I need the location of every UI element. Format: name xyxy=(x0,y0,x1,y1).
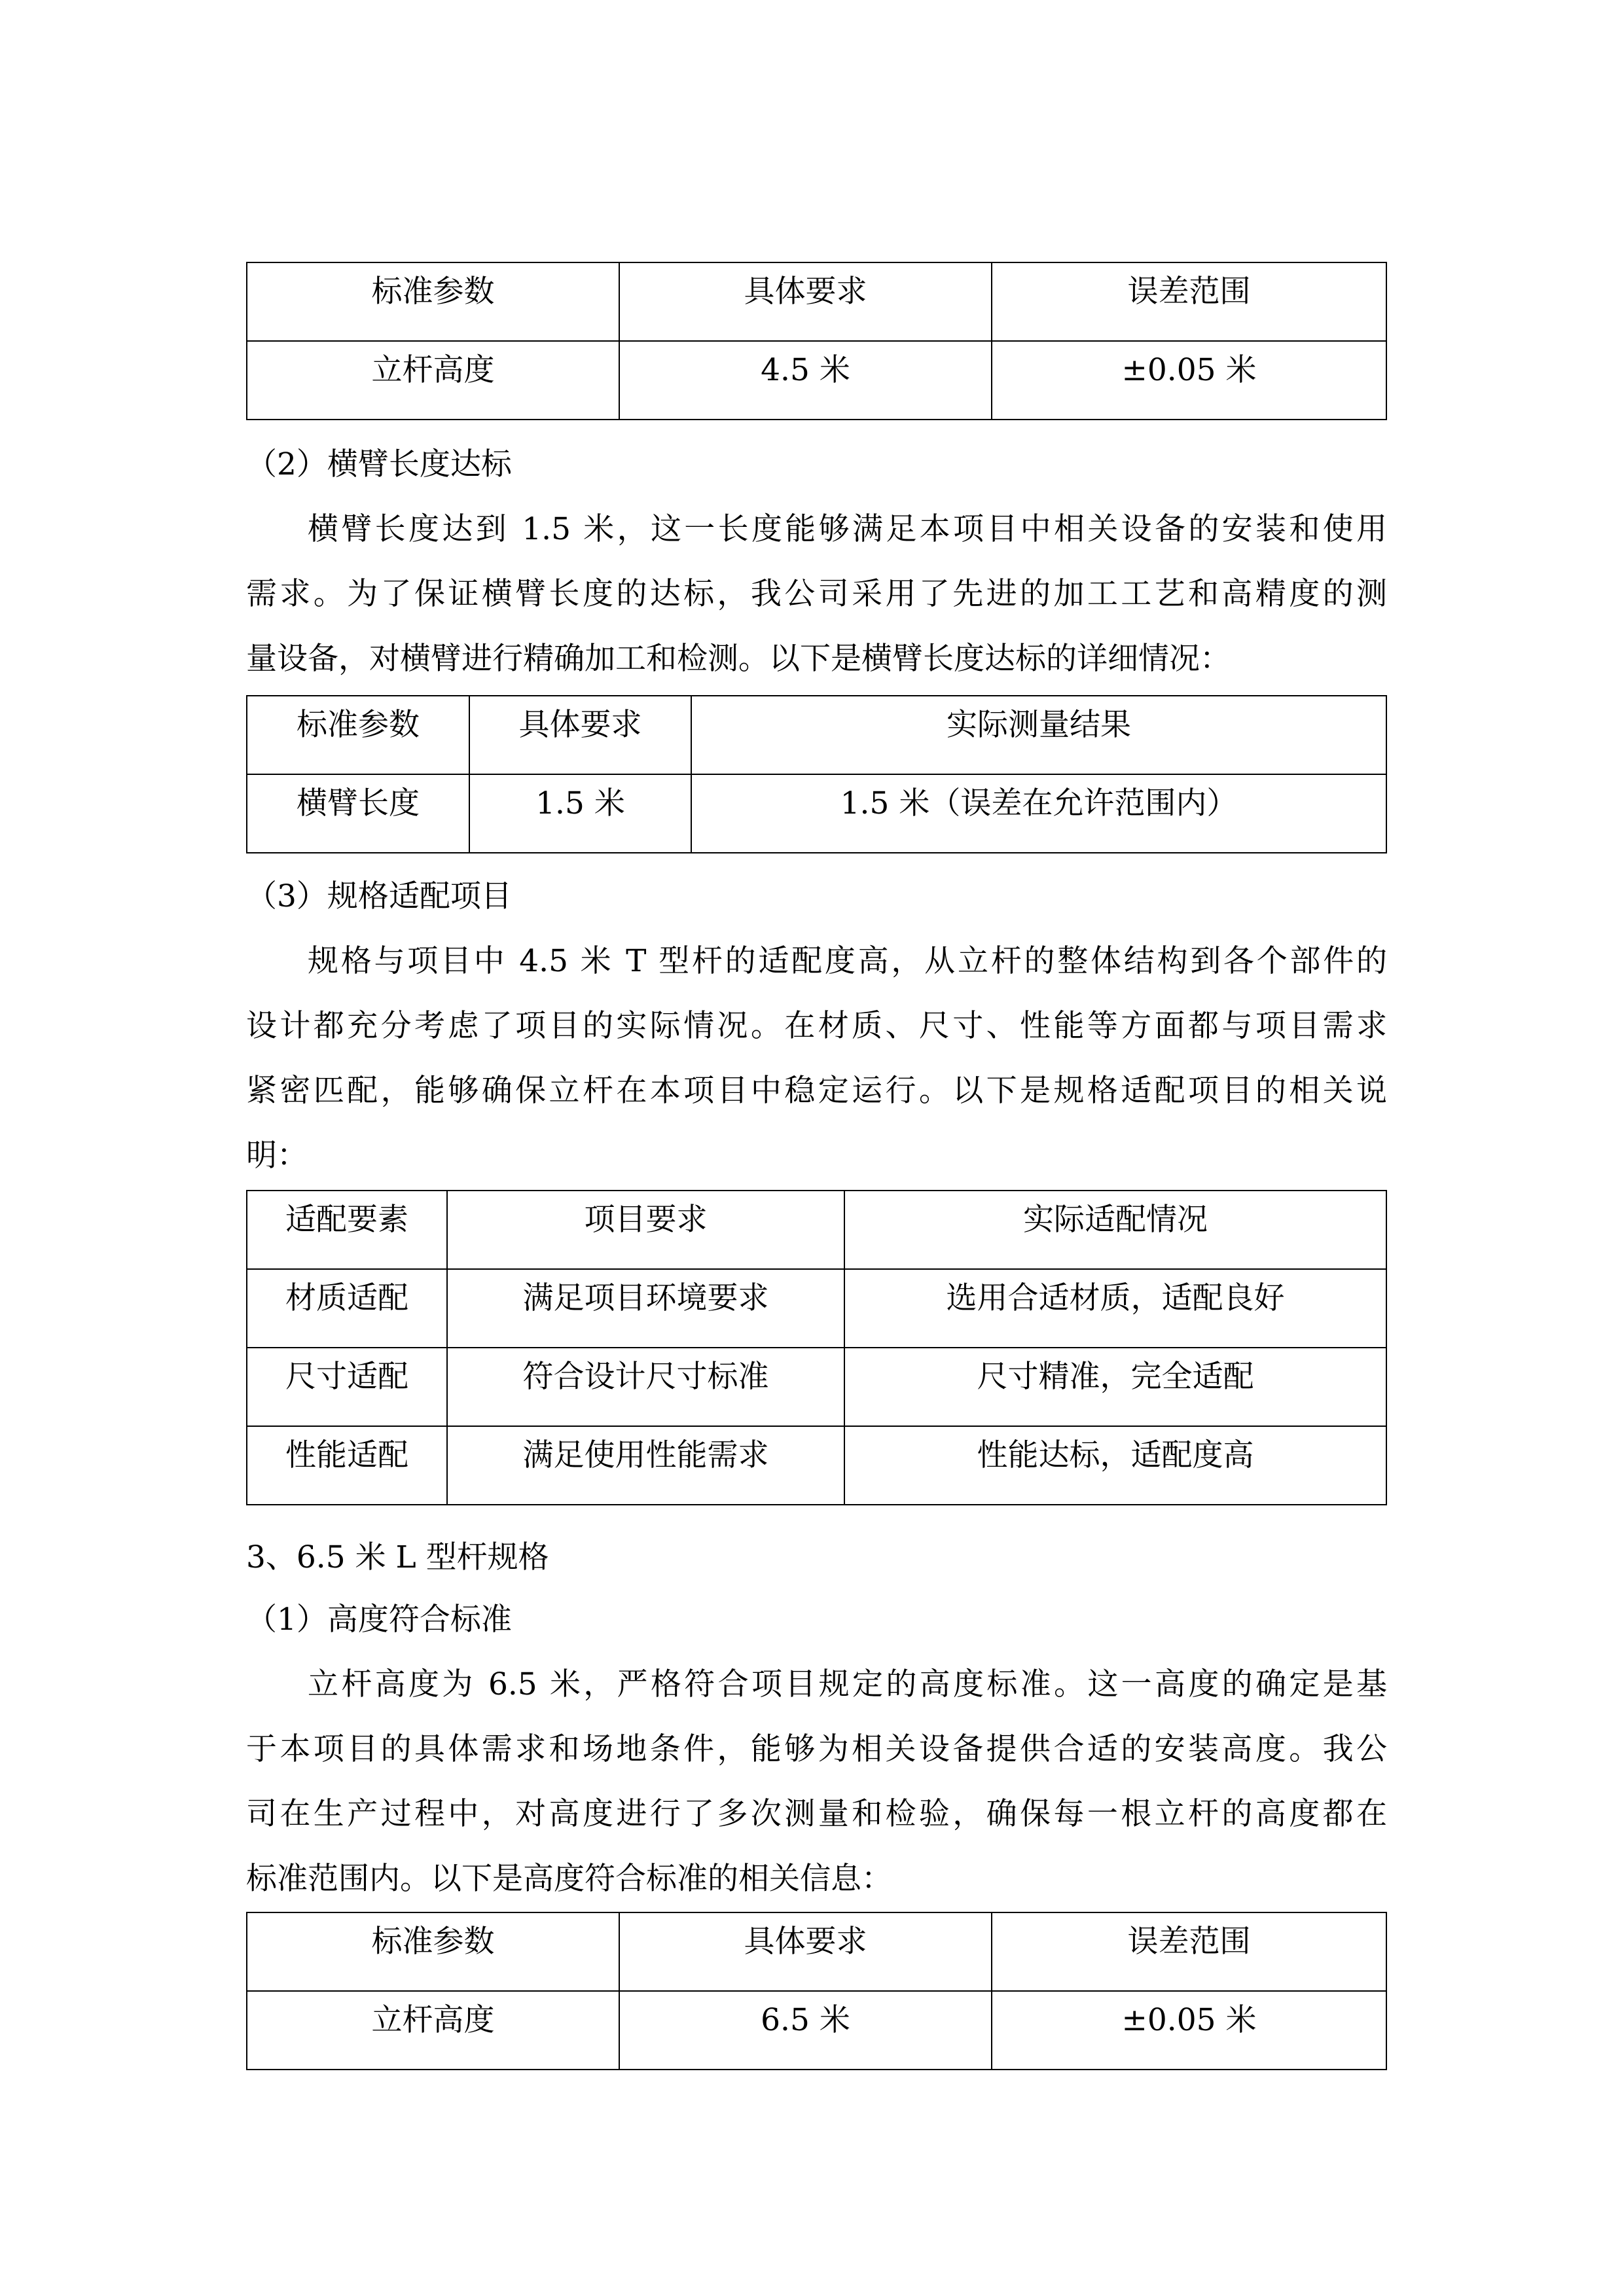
table-header-cell: 实际测量结果 xyxy=(691,696,1386,774)
table-header-cell: 误差范围 xyxy=(992,262,1386,341)
table-header-cell: 标准参数 xyxy=(247,696,469,774)
section-heading: （2）横臂长度达标 xyxy=(246,446,512,482)
table-cell: 立杆高度 xyxy=(247,1991,619,2070)
table-cell: 性能适配 xyxy=(247,1426,447,1505)
table-pole-height-6-5m xyxy=(246,1912,1387,2070)
table-row xyxy=(247,1991,1386,2070)
table-cell: ±0.05 米 xyxy=(992,341,1386,420)
table-pole-height-4-5m xyxy=(246,262,1387,420)
paragraph-line: 立杆高度为 6.5 米，严格符合项目规定的高度标准。这一高度的确定是基 xyxy=(308,1666,1387,1702)
table-header-row xyxy=(247,262,1386,341)
table-header-row xyxy=(247,1912,1386,1991)
table-header-cell: 项目要求 xyxy=(447,1191,844,1269)
table-row xyxy=(247,1269,1386,1348)
paragraph-line: 明： xyxy=(246,1138,308,1174)
section-crossarm-length xyxy=(246,432,1387,691)
table-cell: 横臂长度 xyxy=(247,774,469,853)
table-cell: 立杆高度 xyxy=(247,341,619,420)
section-heading: （1）高度符合标准 xyxy=(246,1602,512,1638)
table-header-row xyxy=(247,696,1386,774)
section-heading: （3）规格适配项目 xyxy=(246,878,512,914)
section-l-pole-spec xyxy=(246,1525,1387,1911)
paragraph-line: 需求。为了保证横臂长度的达标，我公司采用了先进的加工工艺和高精度的测 xyxy=(246,576,1387,612)
table-cell: 尺寸精准，完全适配 xyxy=(844,1348,1386,1426)
table-header-cell: 实际适配情况 xyxy=(844,1191,1386,1269)
table-cell: 6.5 米 xyxy=(619,1991,992,2070)
paragraph-line: 紧密匹配，能够确保立杆在本项目中稳定运行。以下是规格适配项目的相关说 xyxy=(246,1073,1387,1109)
table-cell: 材质适配 xyxy=(247,1269,447,1348)
table-header-row xyxy=(247,1191,1386,1269)
table-cell: 选用合适材质，适配良好 xyxy=(844,1269,1386,1348)
section-spec-adaptation xyxy=(246,864,1387,1188)
paragraph-line: 司在生产过程中，对高度进行了多次测量和检验，确保每一根立杆的高度都在 xyxy=(246,1796,1387,1832)
paragraph-line: 横臂长度达到 1.5 米，这一长度能够满足本项目中相关设备的安装和使用 xyxy=(308,511,1387,547)
paragraph-line: 标准范围内。以下是高度符合标准的相关信息： xyxy=(246,1861,892,1897)
table-header-cell: 标准参数 xyxy=(247,262,619,341)
section-title: 3、6.5 米 L 型杆规格 xyxy=(246,1539,549,1575)
table-row xyxy=(247,341,1386,420)
table-header-cell: 适配要素 xyxy=(247,1191,447,1269)
table-cell: 性能达标，适配度高 xyxy=(844,1426,1386,1505)
table-cell: 1.5 米 xyxy=(469,774,691,853)
table-header-cell: 具体要求 xyxy=(619,1912,992,1991)
paragraph-line: 于本项目的具体需求和场地条件，能够为相关设备提供合适的安装高度。我公 xyxy=(246,1731,1387,1767)
table-header-cell: 标准参数 xyxy=(247,1912,619,1991)
table-crossarm-length xyxy=(246,695,1387,853)
table-cell: 满足项目环境要求 xyxy=(447,1269,844,1348)
table-row xyxy=(247,1426,1386,1505)
table-cell: ±0.05 米 xyxy=(992,1991,1386,2070)
table-header-cell: 具体要求 xyxy=(469,696,691,774)
table-spec-adaptation xyxy=(246,1190,1387,1505)
table-row xyxy=(247,1348,1386,1426)
paragraph-line: 设计都充分考虑了项目的实际情况。在材质、尺寸、性能等方面都与项目需求 xyxy=(246,1008,1387,1044)
table-cell: 4.5 米 xyxy=(619,341,992,420)
table-cell: 尺寸适配 xyxy=(247,1348,447,1426)
table-cell: 满足使用性能需求 xyxy=(447,1426,844,1505)
table-header-cell: 具体要求 xyxy=(619,262,992,341)
table-header-cell: 误差范围 xyxy=(992,1912,1386,1991)
paragraph-line: 量设备，对横臂进行精确加工和检测。以下是横臂长度达标的详细情况： xyxy=(246,641,1231,677)
table-cell: 符合设计尺寸标准 xyxy=(447,1348,844,1426)
paragraph-line: 规格与项目中 4.5 米 T 型杆的适配度高，从立杆的整体结构到各个部件的 xyxy=(308,943,1387,979)
table-cell: 1.5 米（误差在允许范围内） xyxy=(691,774,1386,853)
table-row xyxy=(247,774,1386,853)
